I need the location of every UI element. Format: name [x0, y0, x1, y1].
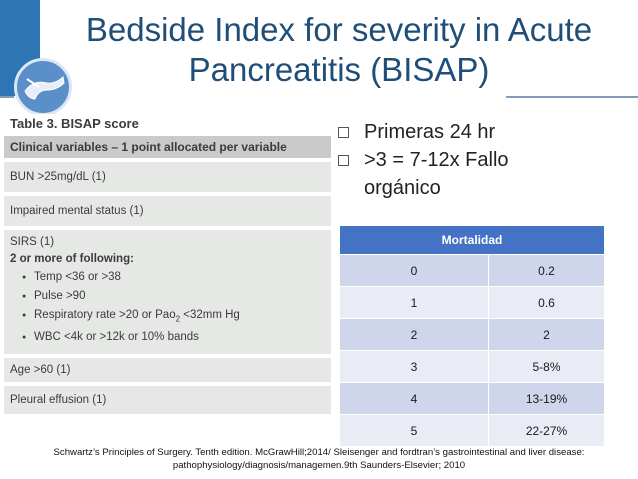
- bisap-row-age: [4, 356, 331, 382]
- bisap-table-caption: Table 3. BISAP score: [10, 116, 139, 131]
- title-line-2: Pancreatitis (BISAP): [188, 51, 490, 88]
- mortality-score: 3: [340, 351, 489, 383]
- reference-line-1: Schwartz’s Principles of Surgery. Tenth edition. McGrawHill;2014/ Sleisenger and fordtran’s gastrointestinal and liver disease:: [53, 447, 585, 458]
- bisap-temp-item: ● Temp <36 or >38: [10, 268, 331, 287]
- bisap-row-pleural: [4, 384, 331, 414]
- bisap-bun-label: BUN >25mg/dL (1): [10, 171, 106, 183]
- table-row: [340, 351, 604, 383]
- bisap-mental-label: Impaired mental status (1): [10, 205, 144, 217]
- slide-title: [40, 10, 638, 90]
- bisap-row-sirs: [4, 228, 331, 354]
- mortality-value: 13-19%: [489, 383, 605, 415]
- bisap-row-bun: [4, 160, 331, 192]
- bisap-sirs-sub: 2 or more of following:: [10, 253, 134, 265]
- mortality-score: 5: [340, 415, 489, 447]
- bisap-resp-subscript: 2: [175, 314, 181, 324]
- bisap-wbc-item: ● WBC <4k or >12k or 10% bands: [10, 328, 331, 347]
- table-row: [340, 255, 604, 287]
- bisap-table-header: Clinical variables – 1 point allocated per variable: [4, 136, 331, 158]
- mortality-value: 5-8%: [489, 351, 605, 383]
- bisap-resp-text-b: <32mm Hg: [180, 309, 240, 321]
- bullet-item-1: [334, 118, 634, 146]
- bisap-pleural-label: Pleural effusion (1): [10, 394, 107, 406]
- mortality-value: 0.2: [489, 255, 605, 287]
- mortality-value: 0.6: [489, 287, 605, 319]
- reference-footer: [10, 446, 628, 472]
- reference-line-2: pathophysiology/diagnosis/managemen.9th Saunders-Elsevier; 2010: [172, 460, 466, 471]
- square-bullet-icon: [338, 127, 349, 138]
- pancreas-icon: [14, 58, 72, 116]
- bisap-age-label: Age >60 (1): [10, 364, 71, 376]
- table-row: [340, 415, 604, 447]
- bullet-item-2: [334, 146, 634, 202]
- bisap-row-mental: [4, 194, 331, 226]
- mortality-value: 22-27%: [489, 415, 605, 447]
- bisap-sirs-label: SIRS (1): [10, 236, 55, 248]
- table-row: [340, 383, 604, 415]
- bisap-pulse-item: ● Pulse >90: [10, 287, 331, 306]
- mortality-score: 4: [340, 383, 489, 415]
- mortality-score: 0: [340, 255, 489, 287]
- square-bullet-icon: [338, 155, 349, 166]
- title-divider-left: [0, 96, 14, 98]
- mortality-value: 2: [489, 319, 605, 351]
- bisap-score-table: [4, 114, 331, 414]
- mortality-score: 1: [340, 287, 489, 319]
- bisap-resp-item: [10, 306, 331, 328]
- bullet-2-text-b: orgánico: [364, 177, 441, 199]
- mortality-header: Mortalidad: [340, 226, 604, 255]
- title-line-1: Bedside Index for severity in Acute: [85, 11, 593, 48]
- bisap-resp-text-a: Respiratory rate >20 or Pao: [34, 309, 176, 321]
- mortality-table: [340, 226, 604, 446]
- table-row: [340, 287, 604, 319]
- table-row: [340, 319, 604, 351]
- mortality-score: 2: [340, 319, 489, 351]
- bullet-2-text-a: >3 = 7-12x Fallo: [364, 149, 509, 171]
- title-divider-right: [506, 96, 638, 98]
- bullet-list: [334, 118, 634, 202]
- bullet-1-text: Primeras 24 hr: [364, 121, 496, 143]
